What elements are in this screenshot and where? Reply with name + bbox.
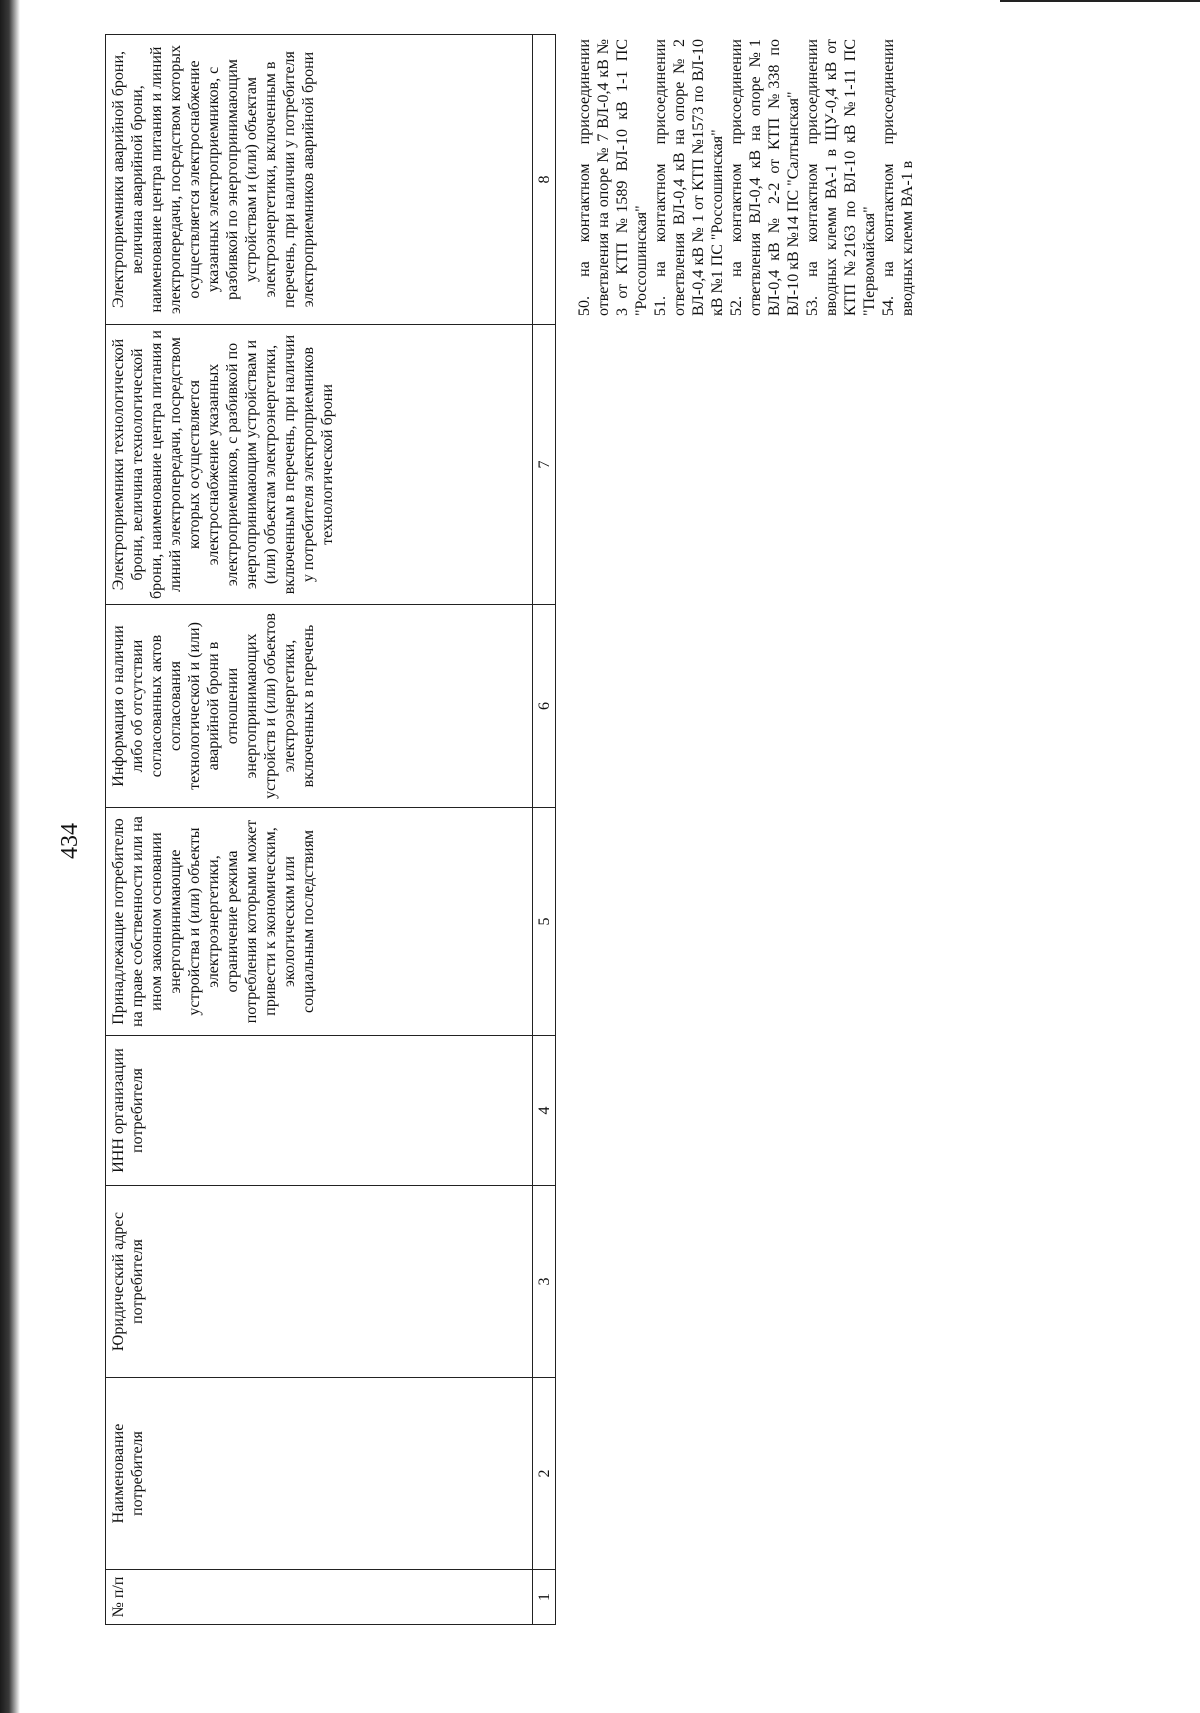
column-number: 6: [533, 605, 556, 808]
header-cell-6: Информация о наличии либо об отсутствии согласованных актов согласования технологической и (или) аварийной брони в отношении энергопринимающих устройств и (или) объектов электроэнергетики, включенных в перечень: [106, 605, 533, 808]
header-cell-2: Наименование потребителя: [106, 1378, 533, 1570]
list-item: 50. на контактном присоединении ответвления на опоре № 7 ВЛ-0,4 кВ № 3 от КТП №1589 ВЛ-10 кВ 1-1 ПС "Россошинская": [576, 39, 650, 316]
column-number: 2: [533, 1378, 556, 1570]
header-cell-4: ИНН организации потребителя: [106, 1036, 533, 1186]
scan-edge-left: [0, 0, 20, 1713]
scan-edge-top: [1000, 0, 1200, 14]
column-number: 3: [533, 1186, 556, 1378]
list-item: 52. на контактном присоединении ответвления ВЛ-0,4 кВ на опоре №1 ВЛ-0,4 кВ № 2-2 от КТП №338 по ВЛ-10 кВ №14 ПС "Салтынская": [728, 39, 802, 316]
page-number: 434: [57, 823, 83, 859]
column-8-body: [575, 35, 1100, 320]
header-cell-8: Электроприемники аварийной брони, величина аварийной брони, наименование центра питания и линий электропередачи, посредством которых осуществляется электроснабжение указанных электроприемников, с разбивкой по энергопринимающим устройствам и (или) объектам электроэнергетики, включенным в перечень, при наличии у потребителя электроприемников аварийной брони: [106, 35, 533, 325]
header-cell-5: Принадлежащие потребителю на праве собственности или на ином законном основании энергопринимающие устройства и (или) объекты электроэнергетики, ограничение режима потребления которыми может привести к экономическим, экологическим или социальным последствиям: [106, 808, 533, 1036]
header-cell-1: № п/п: [106, 1570, 533, 1625]
column-number: 7: [533, 325, 556, 605]
list-item: 53. на контактном присоединении вводных клемм ВА-1 в ЩУ-0,4 кВ от КТП №2163 по ВЛ-10 кВ №1-11 ПС "Первомайская": [804, 39, 878, 316]
header-cell-3: Юридический адрес потребителя: [106, 1186, 533, 1378]
column-number: 1: [533, 1570, 556, 1625]
column-number: 4: [533, 1036, 556, 1186]
header-row: [106, 35, 533, 1625]
header-cell-7: Электроприемники технологической брони, величина технологической брони, наименование центра питания и линий электропередачи, посредством которых осуществляется электроснабжение указанных электроприемников, с разбивкой по энергопринимающим устройствам и (или) объектам электроэнергетики, включенным в перечень, при наличии у потребителя электроприемников технологической брони: [106, 325, 533, 605]
rotated-page: [105, 35, 1105, 1625]
list-item: 51. на контактном присоединении ответвления ВЛ-0,4 кВ на опоре № 2 ВЛ-0,4 кВ № 1 от КТП №1573 по ВЛ-10 кВ №1 ПС "Россошинская": [652, 39, 726, 316]
column-number: 8: [533, 35, 556, 325]
column-number: 5: [533, 808, 556, 1036]
column-number-row: [533, 35, 556, 1625]
consumer-table: [105, 34, 556, 1625]
list-item: 54. на контактном присоединении вводных клемм ВА-1 в: [880, 39, 916, 316]
